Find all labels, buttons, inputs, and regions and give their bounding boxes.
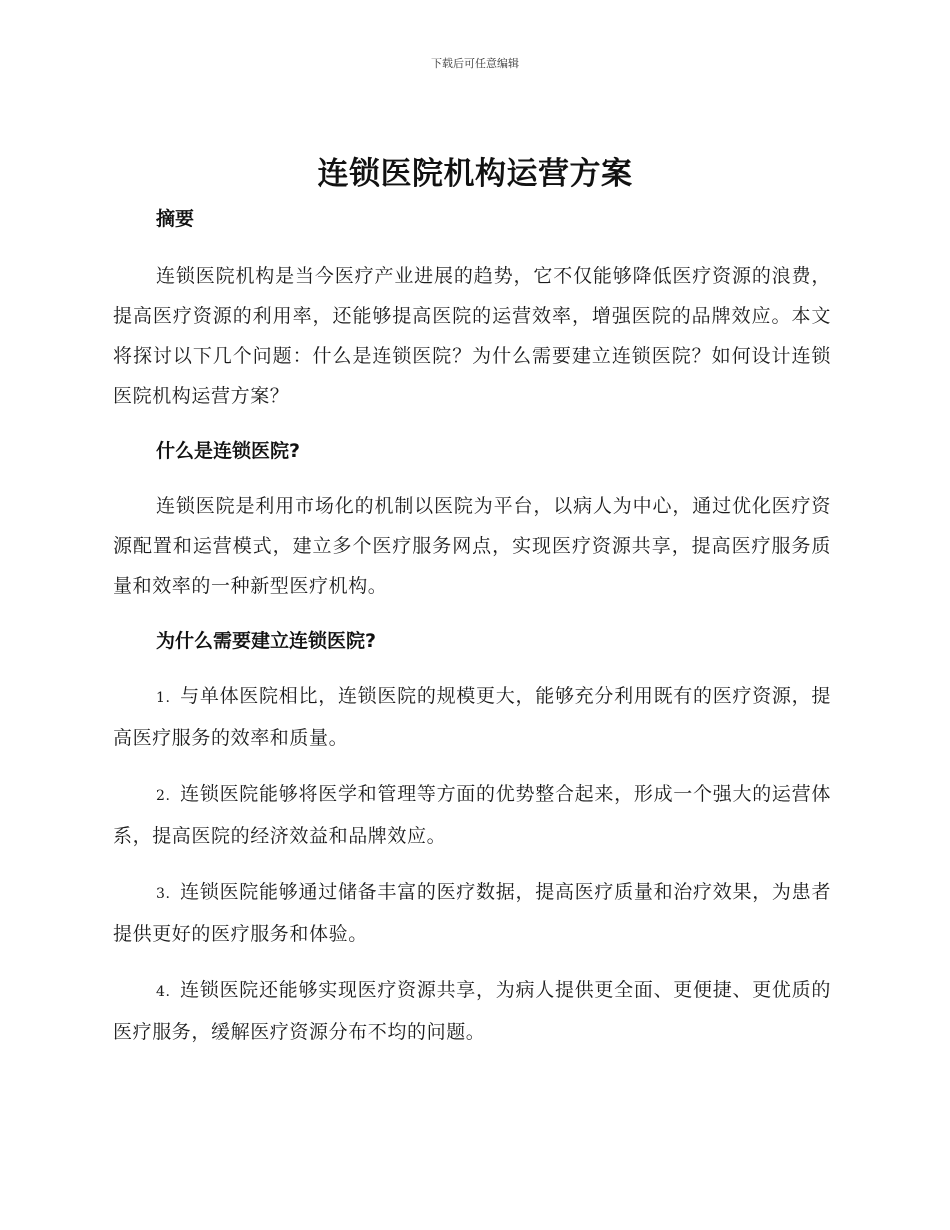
list-item-text: 连锁医院能够通过储备丰富的医疗数据，提高医疗质量和治疗效果，为患者提供更好的医疗服务和体验。 [113, 881, 831, 945]
list-item [113, 970, 831, 1052]
list-item-text: 连锁医院能够将医学和管理等方面的优势整合起来，形成一个强大的运营体系，提高医院的经济效益和品牌效应。 [113, 783, 831, 847]
list-item-number: 1. [156, 690, 171, 706]
list-item [113, 872, 831, 954]
list-item-text: 与单体医院相比，连锁医院的规模更大，能够充分利用既有的医疗资源，提高医疗服务的效率和质量。 [113, 685, 831, 749]
what-paragraph: 连锁医院是利用市场化的机制以医院为平台，以病人为中心，通过优化医疗资源配置和运营模式，建立多个医疗服务网点，实现医疗资源共享，提高医疗服务质量和效率的一种新型医疗机构。 [113, 495, 831, 597]
list-item [113, 676, 831, 758]
list-item-number: 4. [156, 984, 171, 1000]
document-body [113, 200, 831, 1052]
what-heading: 什么是连锁医院? [156, 440, 301, 462]
list-item-number: 2. [156, 788, 171, 804]
abstract-paragraph: 连锁医院机构是当今医疗产业进展的趋势，它不仅能够降低医疗资源的浪费，提高医疗资源的利用率，还能够提高医院的运营效率，增强医院的品牌效应。本文将探讨以下几个问题：什么是连锁医院？为什么需要建立连锁医院？如何设计连锁医院机构运营方案？ [113, 265, 831, 407]
document-title: 连锁医院机构运营方案 [317, 156, 633, 192]
why-heading: 为什么需要建立连锁医院? [156, 630, 377, 652]
list-item [113, 774, 831, 856]
header-note: 下载后可任意编辑 [431, 57, 519, 70]
list-item-number: 3. [156, 886, 171, 902]
list-item-text: 连锁医院还能够实现医疗资源共享，为病人提供更全面、更便捷、更优质的医疗服务，缓解医疗资源分布不均的问题。 [113, 979, 831, 1043]
abstract-heading: 摘要 [156, 208, 195, 230]
